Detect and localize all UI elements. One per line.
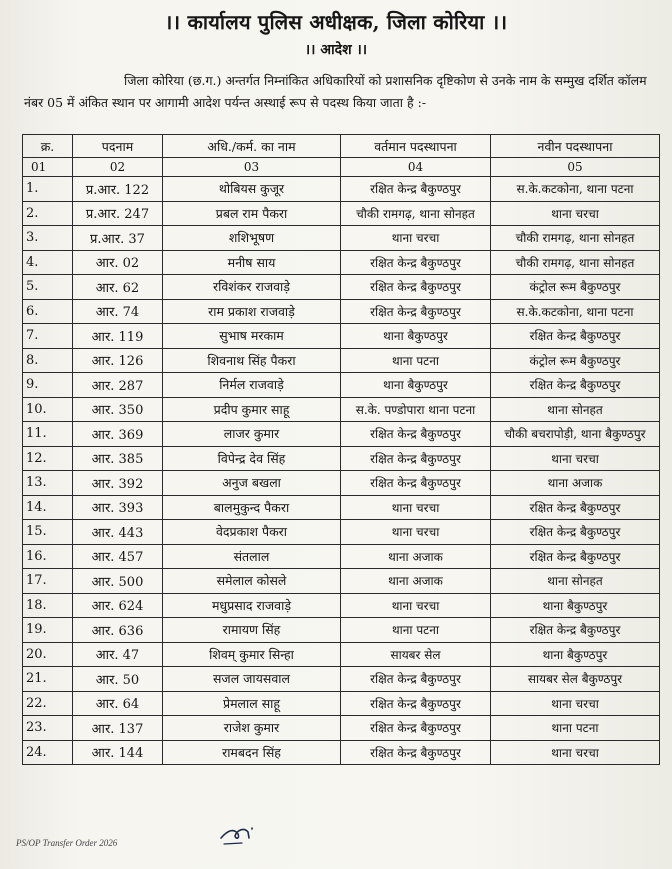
- officer-name-cell: शिवनाथ सिंह पैकरा: [163, 348, 341, 373]
- officer-name-cell: संतलाल: [163, 544, 341, 569]
- new-posting-cell: थाना चरचा: [491, 691, 660, 716]
- rank-cell: आर. 62: [73, 275, 163, 300]
- table-row: [23, 250, 660, 275]
- signature-mark: [218, 818, 262, 848]
- serial-number-cell: 5.: [23, 275, 73, 300]
- current-posting-cell: रक्षित केन्द्र बैकुण्ठपुर: [341, 250, 491, 275]
- current-posting-cell: थाना पटना: [341, 618, 491, 643]
- new-posting-cell: कंट्रोल रूम बैकुण्ठपुर: [491, 275, 660, 300]
- new-posting-cell: रक्षित केन्द्र बैकुण्ठपुर: [491, 373, 660, 398]
- officer-name-cell: थोबियस कुजूर: [163, 177, 341, 202]
- officer-name-cell: रविशंकर राजवाड़े: [163, 275, 341, 300]
- new-posting-cell: थाना चरचा: [491, 446, 660, 471]
- serial-number-cell: 4.: [23, 250, 73, 275]
- order-intro-paragraph: जिला कोरिया (छ.ग.) अन्तर्गत निम्नांकित अधिकारियों को प्रशासनिक दृष्टिकोण से उनके नाम के सम्मुख दर्शित कॉलम नंबर 05 में अंकित स्थान पर आगामी आदेश पर्यन्त अस्थाई रूप से पदस्थ किया जाता है :-: [24, 73, 647, 110]
- officer-name-cell: शिवम् कुमार सिन्हा: [163, 642, 341, 667]
- table-row: [23, 593, 660, 618]
- rank-cell: आर. 443: [73, 520, 163, 545]
- rank-cell: आर. 02: [73, 250, 163, 275]
- current-posting-cell: चौकी रामगढ़, थाना सोनहत: [341, 201, 491, 226]
- table-row: [23, 642, 660, 667]
- rank-cell: आर. 385: [73, 446, 163, 471]
- new-posting-cell: रक्षित केन्द्र बैकुण्ठपुर: [491, 495, 660, 520]
- serial-number-cell: 17.: [23, 569, 73, 594]
- header-new-posting: नवीन पदस्थापना: [491, 135, 660, 158]
- rank-cell: प्र.आर. 247: [73, 201, 163, 226]
- officer-name-cell: निर्मल राजवाड़े: [163, 373, 341, 398]
- rank-cell: आर. 369: [73, 422, 163, 447]
- new-posting-cell: थाना चरचा: [491, 740, 660, 765]
- new-posting-cell: रक्षित केन्द्र बैकुण्ठपुर: [491, 324, 660, 349]
- rank-cell: आर. 624: [73, 593, 163, 618]
- rank-cell: प्र.आर. 37: [73, 226, 163, 251]
- serial-number-cell: 10.: [23, 397, 73, 422]
- rank-cell: आर. 64: [73, 691, 163, 716]
- officer-name-cell: अनुज बखला: [163, 471, 341, 496]
- current-posting-cell: थाना अजाक: [341, 569, 491, 594]
- current-posting-cell: थाना चरचा: [341, 226, 491, 251]
- table-row: [23, 299, 660, 324]
- rank-cell: आर. 500: [73, 569, 163, 594]
- current-posting-cell: रक्षित केन्द्र बैकुण्ठपुर: [341, 299, 491, 324]
- rank-cell: आर. 47: [73, 642, 163, 667]
- current-posting-cell: रक्षित केन्द्र बैकुण्ठपुर: [341, 177, 491, 202]
- table-row: [23, 544, 660, 569]
- current-posting-cell: रक्षित केन्द्र बैकुण्ठपुर: [341, 275, 491, 300]
- new-posting-cell: चौकी बचरापोड़ी, थाना बैकुण्ठपुर: [491, 422, 660, 447]
- table-row: [23, 495, 660, 520]
- table-row: [23, 618, 660, 643]
- new-posting-cell: थाना सोनहत: [491, 569, 660, 594]
- new-posting-cell: सायबर सेल बैकुण्ठपुर: [491, 667, 660, 692]
- table-row: [23, 740, 660, 765]
- current-posting-cell: रक्षित केन्द्र बैकुण्ठपुर: [341, 422, 491, 447]
- table-header-row: [23, 135, 660, 158]
- new-posting-cell: थाना पटना: [491, 716, 660, 741]
- officer-name-cell: मनीष साय: [163, 250, 341, 275]
- current-posting-cell: रक्षित केन्द्र बैकुण्ठपुर: [341, 667, 491, 692]
- serial-number-cell: 2.: [23, 201, 73, 226]
- new-posting-cell: थाना चरचा: [491, 201, 660, 226]
- table-row: [23, 201, 660, 226]
- officer-name-cell: राम प्रकाश राजवाड़े: [163, 299, 341, 324]
- officer-name-cell: लाजर कुमार: [163, 422, 341, 447]
- table-row: [23, 397, 660, 422]
- serial-number-cell: 14.: [23, 495, 73, 520]
- new-posting-cell: चौकी रामगढ़, थाना सोनहत: [491, 250, 660, 275]
- serial-number-cell: 11.: [23, 422, 73, 447]
- rank-cell: आर. 287: [73, 373, 163, 398]
- serial-number-cell: 12.: [23, 446, 73, 471]
- header-current-posting: वर्तमान पदस्थापना: [341, 135, 491, 158]
- table-row: [23, 471, 660, 496]
- current-posting-cell: रक्षित केन्द्र बैकुण्ठपुर: [341, 446, 491, 471]
- officer-name-cell: शशिभूषण: [163, 226, 341, 251]
- serial-number-cell: 3.: [23, 226, 73, 251]
- rank-cell: आर. 50: [73, 667, 163, 692]
- serial-number-cell: 1.: [23, 177, 73, 202]
- officer-name-cell: वेदप्रकाश पैकरा: [163, 520, 341, 545]
- officer-name-cell: रामबदन सिंह: [163, 740, 341, 765]
- serial-number-cell: 15.: [23, 520, 73, 545]
- table-row: [23, 324, 660, 349]
- serial-number-cell: 6.: [23, 299, 73, 324]
- officer-name-cell: प्रदीप कुमार साहू: [163, 397, 341, 422]
- serial-number-cell: 19.: [23, 618, 73, 643]
- serial-number-cell: 18.: [23, 593, 73, 618]
- table-row: [23, 667, 660, 692]
- serial-number-cell: 7.: [23, 324, 73, 349]
- serial-number-cell: 20.: [23, 642, 73, 667]
- rank-cell: आर. 457: [73, 544, 163, 569]
- column-number: 04: [341, 158, 491, 177]
- current-posting-cell: रक्षित केन्द्र बैकुण्ठपुर: [341, 691, 491, 716]
- rank-cell: आर. 119: [73, 324, 163, 349]
- serial-number-cell: 13.: [23, 471, 73, 496]
- serial-number-cell: 21.: [23, 667, 73, 692]
- footer-file-note: PS/OP Transfer Order 2026: [16, 838, 118, 848]
- rank-cell: आर. 74: [73, 299, 163, 324]
- officer-name-cell: राजेश कुमार: [163, 716, 341, 741]
- new-posting-cell: चौकी रामगढ़, थाना सोनहत: [491, 226, 660, 251]
- table-row: [23, 422, 660, 447]
- officer-name-cell: बालमुकुन्द पैकरा: [163, 495, 341, 520]
- table-row: [23, 275, 660, 300]
- current-posting-cell: रक्षित केन्द्र बैकुण्ठपुर: [341, 740, 491, 765]
- table-row: [23, 446, 660, 471]
- header-name: अधि./कर्म. का नाम: [163, 135, 341, 158]
- serial-number-cell: 23.: [23, 716, 73, 741]
- current-posting-cell: रक्षित केन्द्र बैकुण्ठपुर: [341, 471, 491, 496]
- table-row: [23, 226, 660, 251]
- officer-name-cell: सुभाष मरकाम: [163, 324, 341, 349]
- current-posting-cell: थाना चरचा: [341, 520, 491, 545]
- column-number: 03: [163, 158, 341, 177]
- table-row: [23, 348, 660, 373]
- officer-name-cell: प्रबल राम पैकरा: [163, 201, 341, 226]
- office-title: ।। कार्यालय पुलिस अधीक्षक, जिला कोरिया ।।: [164, 10, 508, 34]
- order-heading: ।। आदेश ।।: [304, 42, 368, 58]
- new-posting-cell: रक्षित केन्द्र बैकुण्ठपुर: [491, 618, 660, 643]
- new-posting-cell: थाना अजाक: [491, 471, 660, 496]
- transfer-table: [22, 134, 660, 765]
- header-rank: पदनाम: [73, 135, 163, 158]
- rank-cell: आर. 137: [73, 716, 163, 741]
- new-posting-cell: स.के.कटकोना, थाना पटना: [491, 299, 660, 324]
- table-row: [23, 373, 660, 398]
- new-posting-cell: थाना सोनहत: [491, 397, 660, 422]
- table-row: [23, 716, 660, 741]
- new-posting-cell: थाना बैकुण्ठपुर: [491, 642, 660, 667]
- new-posting-cell: रक्षित केन्द्र बैकुण्ठपुर: [491, 544, 660, 569]
- serial-number-cell: 16.: [23, 544, 73, 569]
- table-row: [23, 569, 660, 594]
- serial-number-cell: 24.: [23, 740, 73, 765]
- rank-cell: आर. 393: [73, 495, 163, 520]
- current-posting-cell: स.के. पण्डोपारा थाना पटना: [341, 397, 491, 422]
- current-posting-cell: थाना अजाक: [341, 544, 491, 569]
- current-posting-cell: सायबर सेल: [341, 642, 491, 667]
- table-row: [23, 520, 660, 545]
- officer-name-cell: रामायण सिंह: [163, 618, 341, 643]
- current-posting-cell: थाना पटना: [341, 348, 491, 373]
- officer-name-cell: सजल जायसवाल: [163, 667, 341, 692]
- header-serial: क्र.: [23, 135, 73, 158]
- column-number: 05: [491, 158, 660, 177]
- serial-number-cell: 9.: [23, 373, 73, 398]
- current-posting-cell: थाना बैकुण्ठपुर: [341, 324, 491, 349]
- new-posting-cell: रक्षित केन्द्र बैकुण्ठपुर: [491, 520, 660, 545]
- current-posting-cell: थाना चरचा: [341, 495, 491, 520]
- column-number-row: [23, 158, 660, 177]
- serial-number-cell: 22.: [23, 691, 73, 716]
- table-row: [23, 691, 660, 716]
- column-number: 02: [73, 158, 163, 177]
- rank-cell: आर. 144: [73, 740, 163, 765]
- current-posting-cell: थाना बैकुण्ठपुर: [341, 373, 491, 398]
- table-row: [23, 177, 660, 202]
- serial-number-cell: 8.: [23, 348, 73, 373]
- current-posting-cell: रक्षित केन्द्र बैकुण्ठपुर: [341, 716, 491, 741]
- current-posting-cell: थाना चरचा: [341, 593, 491, 618]
- rank-cell: आर. 126: [73, 348, 163, 373]
- new-posting-cell: स.के.कटकोना, थाना पटना: [491, 177, 660, 202]
- rank-cell: आर. 636: [73, 618, 163, 643]
- officer-name-cell: मधुप्रसाद राजवाड़े: [163, 593, 341, 618]
- new-posting-cell: थाना बैकुण्ठपुर: [491, 593, 660, 618]
- officer-name-cell: समेलाल कोसले: [163, 569, 341, 594]
- officer-name-cell: प्रेमलाल साहू: [163, 691, 341, 716]
- rank-cell: आर. 392: [73, 471, 163, 496]
- new-posting-cell: कंट्रोल रूम बैकुण्ठपुर: [491, 348, 660, 373]
- column-number: 01: [23, 158, 73, 177]
- rank-cell: प्र.आर. 122: [73, 177, 163, 202]
- rank-cell: आर. 350: [73, 397, 163, 422]
- officer-name-cell: विपेन्द्र देव सिंह: [163, 446, 341, 471]
